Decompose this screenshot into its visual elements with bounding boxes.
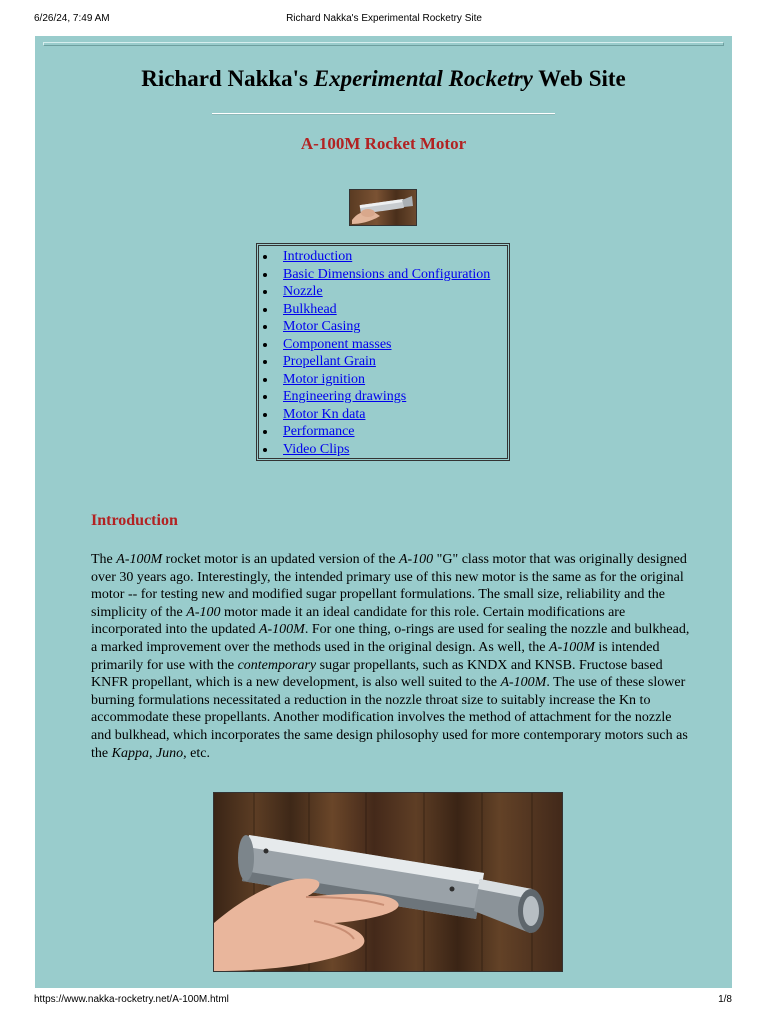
intro-text-2: rocket motor is an updated version of the xyxy=(162,552,399,567)
toc-link-component-masses[interactable]: Component masses xyxy=(283,336,392,352)
intro-term-contemporary: contemporary xyxy=(237,657,317,673)
intro-term-a100: A-100 xyxy=(186,604,221,620)
print-datetime: 6/26/24, 7:49 AM xyxy=(34,13,110,24)
toc-link-introduction[interactable]: Introduction xyxy=(283,249,353,264)
toc-item-motor-kn-data xyxy=(283,406,507,424)
intro-text-9: , xyxy=(148,745,156,761)
intro-term-a100: A-100 xyxy=(398,552,434,567)
print-header xyxy=(0,13,768,33)
site-title-suffix: Web Site xyxy=(532,66,626,91)
site-title-prefix: Richard Nakka's xyxy=(141,66,314,91)
motor-thumbnail-graphic xyxy=(350,190,416,225)
intro-text-4: motor made it an ideal candidate for this role. Certain modifications are incorporated into the updated xyxy=(91,604,626,638)
intro-term-kappa: Kappa xyxy=(111,745,149,761)
toc-item-motor-casing xyxy=(283,318,507,336)
print-url: https://www.nakka-rocketry.net/A-100M.html xyxy=(34,994,229,1005)
page-content xyxy=(35,36,732,988)
toc-link-propellant-grain[interactable]: Propellant Grain xyxy=(283,354,376,369)
table-of-contents xyxy=(256,243,510,461)
toc-item-basic-dimensions xyxy=(283,266,507,284)
intro-text-3: "G" class motor that was originally designed over 30 years ago. Interestingly, the intended primary use of this new motor is the same as for the original motor -- for testing new and modified sugar propellant formulations. The small size, reliability and the simplicity of the xyxy=(91,552,687,620)
toc-link-video-clips[interactable]: Video Clips xyxy=(283,441,350,457)
introduction-paragraph xyxy=(91,551,691,762)
intro-term-a100m: A-100M xyxy=(500,675,547,691)
motor-thumbnail-image[interactable] xyxy=(349,189,417,226)
toc-link-motor-ignition[interactable]: Motor ignition xyxy=(283,371,366,387)
toc-item-introduction xyxy=(283,248,507,266)
intro-text-8: . The use of these slower burning formulations necessitated a reduction in the nozzle throat size to suitably increase the Kn to accommodate these propellants. Another modification involves the method of attachment for the nozzle and bulkhead, which incorporates the same design philosophy used for more contemporary motors such as the xyxy=(91,675,688,761)
toc-link-bulkhead[interactable]: Bulkhead xyxy=(283,301,337,317)
intro-text-6: is intended primarily for use with the xyxy=(91,639,660,673)
toc-item-video-clips xyxy=(283,441,507,459)
print-footer xyxy=(0,994,768,1014)
intro-text-7: sugar propellants, such as KNDX and KNSB. Fructose based KNFR propellant, which is a new development, is also well suited to the xyxy=(91,657,663,691)
toc-item-component-masses xyxy=(283,336,507,354)
toc-item-nozzle xyxy=(283,283,507,301)
print-page-number: 1/8 xyxy=(718,994,732,1005)
site-title-emphasis: Experimental Rocketry xyxy=(313,66,533,91)
site-title xyxy=(35,66,732,92)
intro-text-5: . For one thing, o-rings are used for sealing the nozzle and bulkhead, a marked improvement over the methods used in the original design. As well, the xyxy=(91,622,690,655)
toc-inner-border xyxy=(258,245,508,459)
title-divider xyxy=(212,113,555,115)
toc-link-performance[interactable]: Performance xyxy=(283,424,355,439)
toc-link-engineering-drawings[interactable]: Engineering drawings xyxy=(283,389,407,404)
toc-link-basic-dimensions[interactable]: Basic Dimensions and Configuration xyxy=(283,266,491,282)
motor-photo-graphic xyxy=(214,793,562,971)
intro-term-juno: Juno xyxy=(155,745,184,761)
print-title: Richard Nakka's Experimental Rocketry Site xyxy=(286,13,482,24)
toc-link-motor-kn-data[interactable]: Motor Kn data xyxy=(283,406,366,422)
toc-list xyxy=(259,246,507,458)
toc-item-performance xyxy=(283,423,507,441)
top-divider xyxy=(43,42,724,46)
introduction-heading: Introduction xyxy=(91,512,178,529)
page-heading: A-100M Rocket Motor xyxy=(300,134,467,153)
toc-item-engineering-drawings xyxy=(283,388,507,406)
intro-text-1: The xyxy=(91,552,117,567)
intro-term-a100m: A-100M xyxy=(549,639,595,655)
toc-link-nozzle[interactable]: Nozzle xyxy=(283,284,323,299)
intro-term-a100m: A-100M xyxy=(258,622,305,638)
toc-item-motor-ignition xyxy=(283,371,507,389)
intro-text-10: , etc. xyxy=(183,745,210,761)
toc-item-propellant-grain xyxy=(283,353,507,371)
toc-link-motor-casing[interactable]: Motor Casing xyxy=(283,319,361,334)
toc-item-bulkhead xyxy=(283,301,507,319)
a100m-motor-photo xyxy=(213,792,563,972)
intro-term-a100m: A-100M xyxy=(116,552,163,567)
